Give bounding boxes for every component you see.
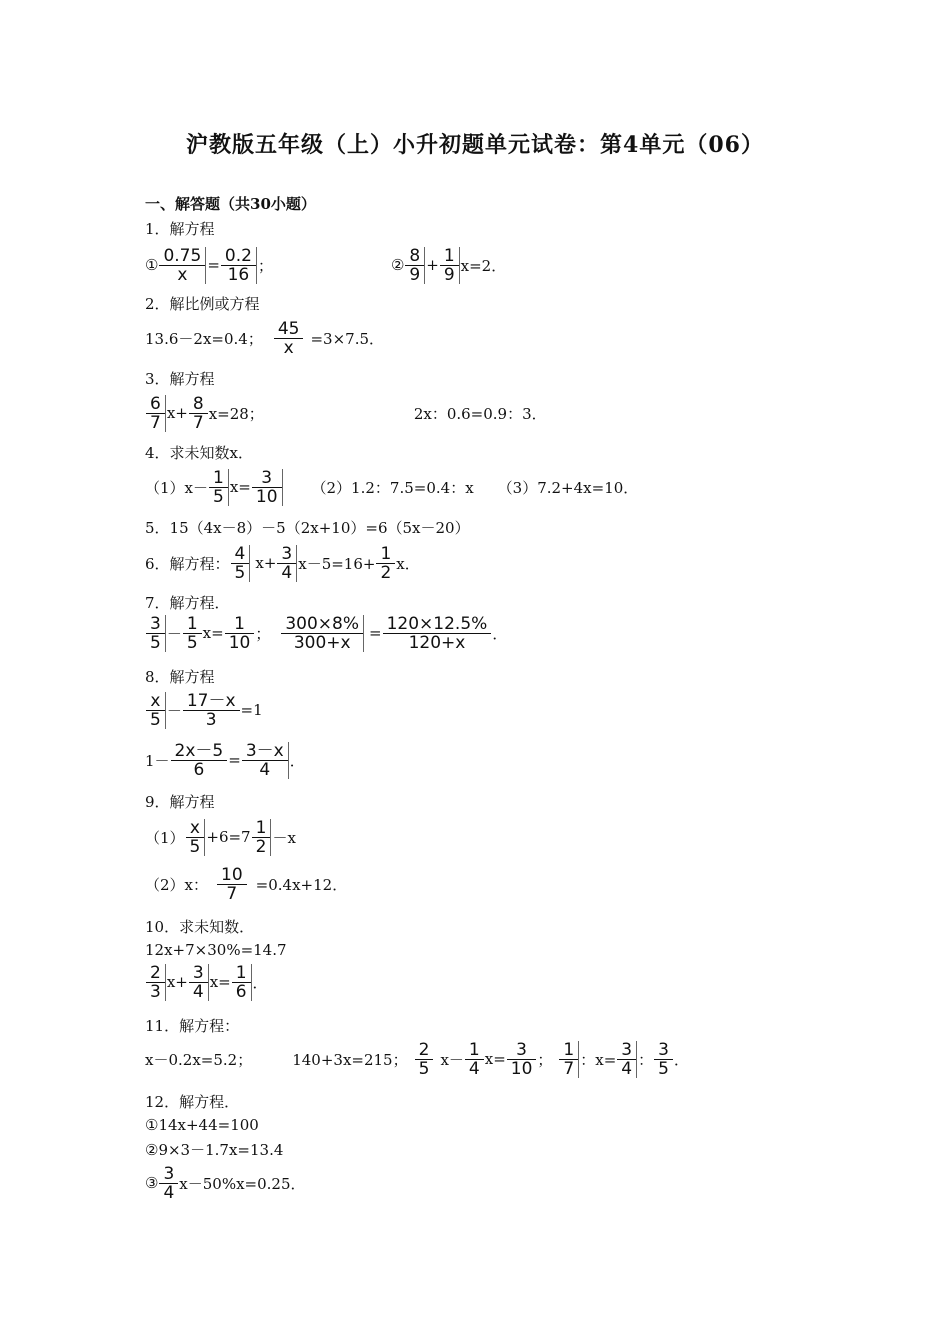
- q11-fraction-1: $\frac{2}{5}$: [415, 1041, 434, 1078]
- question-12-equation-a: ①14x+44=100: [145, 1116, 259, 1134]
- question-2-label: 2．解比例或方程: [145, 294, 260, 313]
- q3-fraction-1: $\frac{6}{7}$: [146, 395, 166, 432]
- q9-fraction-3: $\frac{10}{7}$: [217, 866, 247, 903]
- q12-fraction: $\frac{3}{4}$: [159, 1165, 178, 1202]
- q3-fraction-2: $\frac{8}{7}$: [189, 395, 208, 432]
- question-7-body: [145, 613, 507, 653]
- question-5: 5．15（4x－8）－5（2x+10）=6（5x－20）: [145, 518, 470, 537]
- q7-text-4: =: [369, 624, 382, 642]
- q8-fraction-1: $\frac{x}{5}$: [146, 692, 166, 729]
- q11-fraction-3: $\frac{3}{10}$: [507, 1041, 537, 1078]
- q1-fraction-1: $\frac{0.75}{x}$: [159, 247, 206, 284]
- q7-fraction-5: $\frac{120\times 12.5\%}{120+x}$: [383, 615, 492, 652]
- q4-fraction-1: $\frac{1}{5}$: [209, 469, 229, 506]
- q4-part2: （2）1.2：7.5=0.4：x: [311, 478, 474, 497]
- q10-text-1: x+: [166, 973, 188, 991]
- q8-fraction-4: $\frac{3-x}{4}$: [242, 742, 289, 779]
- q2-equation-a: 13.6－2x=0.4；: [145, 329, 263, 348]
- q3-equation-b: 2x：0.6=0.9：3．: [413, 404, 547, 423]
- q3-text-2: x=28；: [208, 404, 264, 423]
- q11-text-5: ：: [638, 1050, 654, 1069]
- q8-text-1: －: [166, 701, 182, 720]
- q1-part1-marker: ①: [145, 256, 159, 274]
- q11-end: ．: [673, 1050, 689, 1069]
- question-12-label: 12．解方程．: [145, 1092, 240, 1111]
- question-10-equation-a: 12x+7×30%=14.7: [145, 941, 287, 959]
- q6-text-1: x+: [255, 554, 277, 572]
- q1-fraction-3: $\frac{8}{9}$: [405, 247, 425, 284]
- q10-fraction-2: $\frac{3}{4}$: [189, 964, 209, 1001]
- q10-end: ．: [252, 973, 268, 992]
- q1-plus: +: [426, 256, 439, 274]
- question-6: [145, 543, 420, 583]
- q9-fraction-2: $\frac{1}{2}$: [252, 819, 272, 856]
- question-2-body: [145, 318, 384, 358]
- q6-label: 6．解方程：: [145, 554, 230, 573]
- q11-text-3: ；: [537, 1050, 553, 1069]
- question-3-body: [145, 393, 547, 433]
- q10-fraction-1: $\frac{2}{3}$: [146, 964, 166, 1001]
- q11-fraction-5: $\frac{3}{4}$: [617, 1041, 637, 1078]
- q8-text-3: =: [228, 751, 241, 769]
- q2-fraction: $\frac{45}{x}$: [274, 320, 304, 357]
- q7-end: ．: [492, 624, 508, 643]
- q11-fraction-2: $\frac{1}{4}$: [465, 1041, 484, 1078]
- question-3-label: 3．解方程: [145, 369, 215, 388]
- q7-text-1: －: [166, 624, 182, 643]
- question-1-body: [145, 245, 506, 285]
- q11-fraction-6: $\frac{3}{5}$: [654, 1041, 673, 1078]
- q9-part1: （1）: [145, 828, 185, 847]
- q7-fraction-1: $\frac{3}{5}$: [146, 615, 166, 652]
- q11-text-1: x－: [440, 1050, 464, 1069]
- page-title: 沪教版五年级（上）小升初题单元试卷：第4单元（06）: [186, 132, 764, 158]
- q3-text-1: x+: [166, 404, 188, 422]
- q6-end: x．: [396, 554, 420, 573]
- q8-fraction-3: $\frac{2x-5}{6}$: [171, 742, 228, 779]
- q1-part2-marker: ②: [390, 256, 405, 274]
- q4-part1: （1）x－: [145, 478, 209, 497]
- q9-fraction-1: $\frac{x}{5}$: [186, 819, 206, 856]
- q2-equation-b: =3×7.5．: [310, 329, 385, 348]
- question-10-label: 10．求未知数．: [145, 917, 255, 936]
- q11-text-2: x=: [484, 1050, 506, 1068]
- question-12-equation-c: [145, 1163, 306, 1203]
- q7-fraction-2: $\frac{1}{5}$: [183, 615, 202, 652]
- q9-text-1: +6=7: [206, 828, 251, 846]
- q7-text-3: ；: [255, 624, 271, 643]
- q7-text-2: x=: [202, 624, 224, 642]
- question-9-line-1: [145, 817, 296, 857]
- q6-fraction-2: $\frac{3}{4}$: [277, 545, 297, 582]
- question-4-label: 4．求未知数x．: [145, 443, 254, 462]
- q11-fraction-4: $\frac{1}{7}$: [559, 1041, 579, 1078]
- q9-text-2: －x: [272, 828, 296, 847]
- q12-text: x－50%x=0.25．: [179, 1174, 306, 1193]
- q10-text-2: x=: [209, 973, 231, 991]
- q12-marker: ③: [145, 1174, 159, 1192]
- q9-text-3: =0.4x+12．: [255, 875, 348, 894]
- q8-fraction-2: $\frac{17-x}{3}$: [183, 692, 240, 729]
- q11-equation-b: 140+3x=215；: [292, 1050, 408, 1069]
- q4-fraction-2: $\frac{3}{10}$: [252, 469, 283, 506]
- q7-fraction-3: $\frac{1}{10}$: [225, 615, 255, 652]
- question-8-label: 8．解方程: [145, 667, 215, 686]
- question-12-equation-b: ②9×3－1.7x=13.4: [145, 1140, 284, 1159]
- question-9-label: 9．解方程: [145, 792, 215, 811]
- question-8-line-1: [145, 690, 263, 730]
- q1-fraction-2: $\frac{0.2}{16}$: [221, 247, 257, 284]
- question-7-label: 7．解方程．: [145, 593, 230, 612]
- question-11-body: [145, 1039, 689, 1079]
- question-8-line-2: [145, 740, 305, 780]
- question-1-label: 1．解方程: [145, 219, 215, 238]
- q8-text-2: =1: [240, 701, 263, 719]
- q8-end: ．: [289, 751, 305, 770]
- q1-fraction-4: $\frac{1}{9}$: [440, 247, 460, 284]
- question-9-line-2: [145, 864, 347, 904]
- q11-text-4: ：x=: [580, 1050, 617, 1069]
- q7-fraction-4: $\frac{300\times 8\%}{300+x}$: [281, 615, 364, 652]
- section-heading: 一、解答题（共30小题）: [145, 195, 316, 213]
- q1-equals: =: [207, 256, 220, 274]
- q11-equation-a: x－0.2x=5.2；: [145, 1050, 253, 1069]
- q1-sep: ；: [257, 256, 273, 275]
- q10-fraction-3: $\frac{1}{6}$: [232, 964, 252, 1001]
- q6-text-2: x－5=16+: [298, 554, 376, 573]
- q6-fraction-3: $\frac{1}{2}$: [376, 545, 395, 582]
- question-11-label: 11．解方程：: [145, 1016, 240, 1035]
- question-4-body: [145, 467, 638, 507]
- q9-part2: （2）x：: [145, 875, 209, 894]
- q8-prefix: 1－: [145, 751, 170, 770]
- q4-part3: （3）7.2+4x=10．: [497, 478, 639, 497]
- question-10-body: [145, 962, 268, 1002]
- q4-mid: x=: [229, 478, 251, 496]
- q6-fraction-1: $\frac{4}{5}$: [231, 545, 251, 582]
- q1-end: x=2．: [460, 256, 507, 275]
